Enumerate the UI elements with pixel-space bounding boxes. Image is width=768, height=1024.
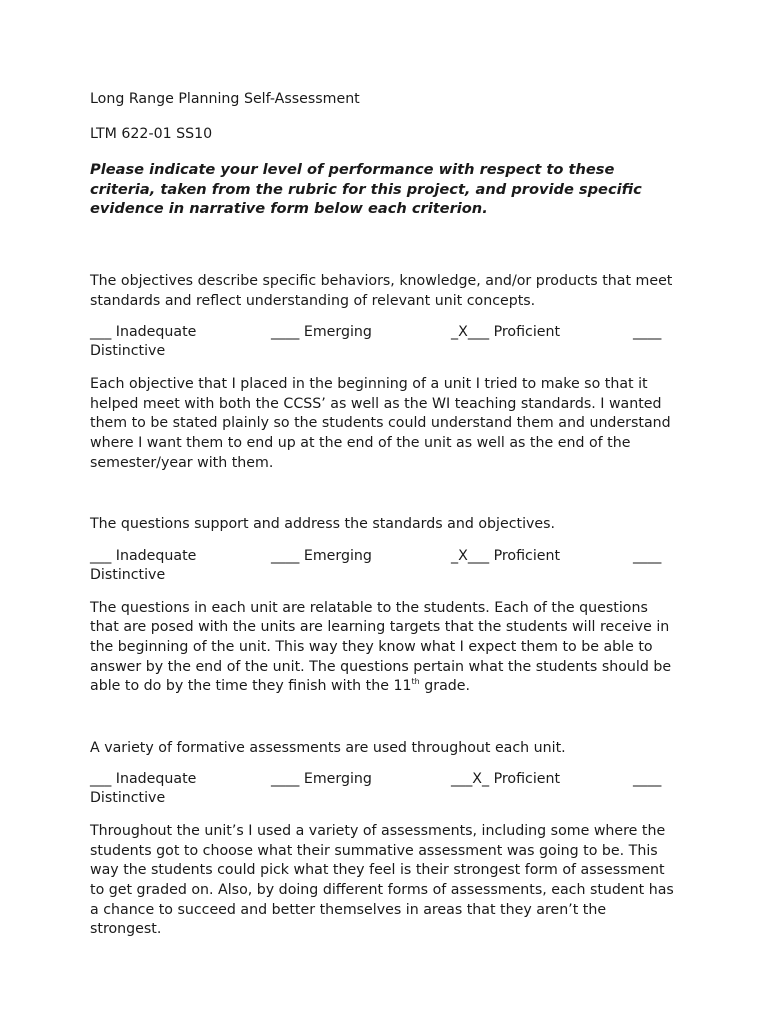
rating-emerging: ____ Emerging (271, 547, 372, 564)
instructions: Please indicate your level of performance with respect to these criteria, taken from the rubric for this project, and provide specific evidence in narrative form below each criterion. (90, 161, 642, 218)
rating-proficient: _X___ Proficient (451, 324, 561, 341)
narrative-text: Throughout the unit’s I used a variety of assessments, including some where the students got to choose what their summative assessment was going to be. This way the students could pick what they feel is their strongest form of assessment to get graded on. Also, by doing different forms of assessments, each student has a chance to succeed and better themselves in areas that they aren’t the strongest. (90, 823, 674, 938)
rating-proficient: ___X_ Proficient (451, 771, 561, 788)
criterion-text: The questions support and address the standards and objectives. (90, 516, 556, 533)
rating-inadequate: ___ Inadequate (90, 771, 197, 788)
criterion-text: A variety of formative assessments are used throughout each unit. (90, 739, 566, 756)
ordinal-suffix: th (411, 677, 420, 687)
rating-distinctive-label: Distinctive (90, 343, 166, 360)
document-title: Long Range Planning Self-Assessment (90, 91, 360, 107)
rating-distinctive-label: Distinctive (90, 790, 166, 807)
rating-distinctive-blank: ____ (633, 324, 662, 341)
narrative-end: grade. (419, 678, 471, 695)
rating-inadequate: ___ Inadequate (90, 324, 197, 341)
rating-scale (90, 770, 680, 809)
rating-scale (90, 323, 680, 362)
document-page (90, 90, 680, 940)
rating-distinctive-blank: ____ (633, 547, 662, 564)
narrative-text: Each objective that I placed in the beginning of a unit I tried to make so that it helped meet with both the CCSS’ as well as the WI teaching standards. I wanted them to be stated plainly so the students could understand them and understand where I want them to end up at the end of the unit as well as the end of the semester/year with them. (90, 376, 671, 471)
criterion-section-questions (90, 515, 680, 697)
rating-distinctive-blank: ____ (633, 771, 662, 788)
narrative-text (90, 599, 680, 697)
rating-inadequate: ___ Inadequate (90, 547, 197, 564)
criterion-section-assessments (90, 739, 680, 940)
course-code: LTM 622-01 SS10 (90, 125, 213, 142)
criterion-text: The objectives describe specific behaviors, knowledge, and/or products that meet standards and reflect understanding of relevant unit concepts. (90, 272, 673, 309)
rating-emerging: ____ Emerging (271, 324, 372, 341)
narrative-main: The questions in each unit are relatable to the students. Each of the questions that are posed with the units are learning targets that the students will receive in the beginning of the unit. This way they know what I expect them to be able to answer by the end of the unit. The questions pertain what the students should be able to do by the time they finish with the 11 (90, 599, 672, 695)
rating-scale (90, 547, 680, 586)
rating-distinctive-label: Distinctive (90, 566, 166, 583)
rating-emerging: ____ Emerging (271, 771, 372, 788)
criterion-section-objectives (90, 272, 680, 473)
rating-proficient: _X___ Proficient (451, 547, 561, 564)
